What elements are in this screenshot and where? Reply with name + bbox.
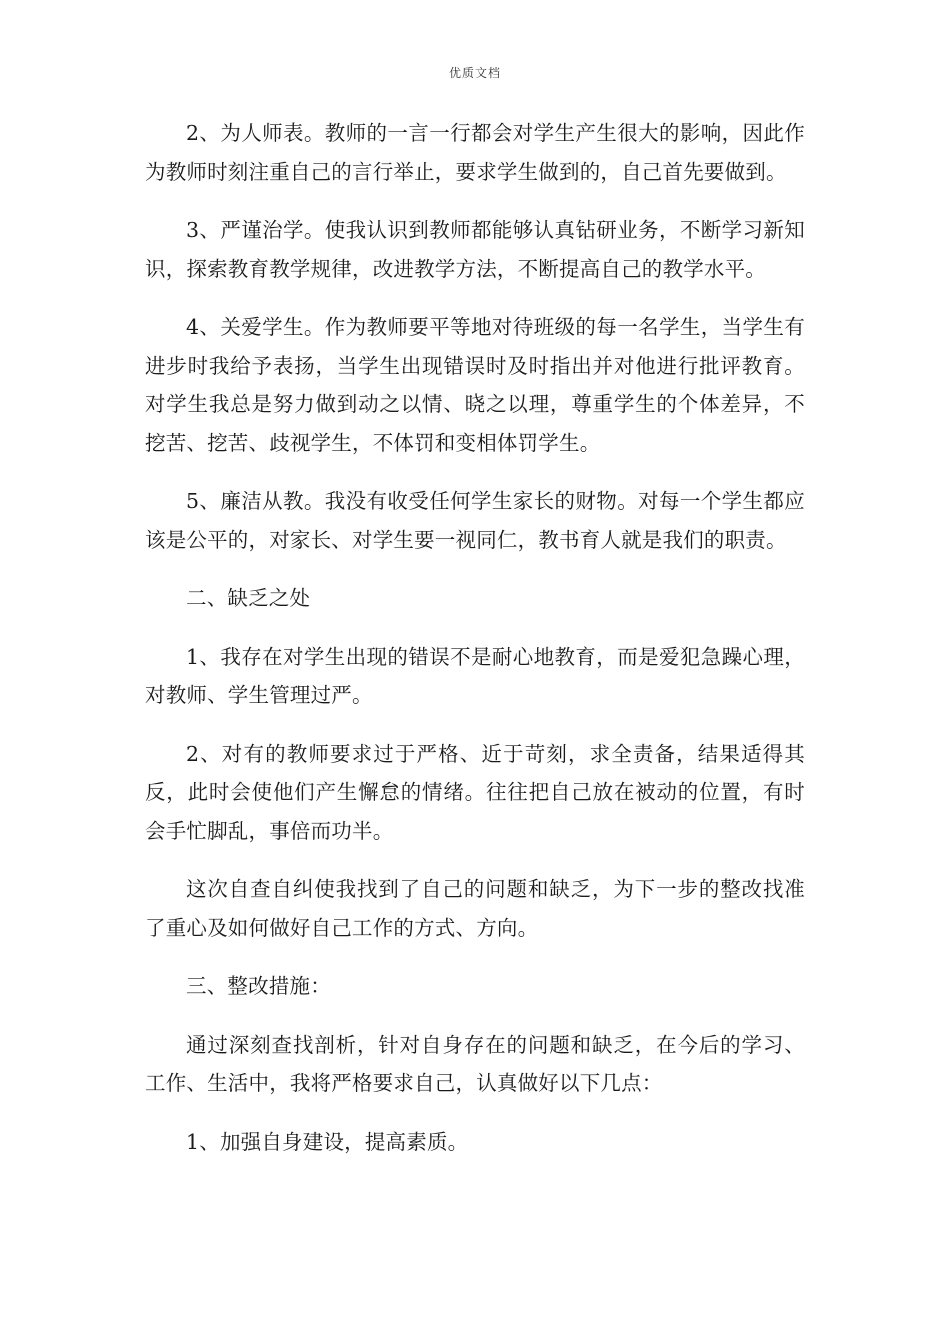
paragraph-rigorous-study: 3、严谨治学。使我认识到教师都能够认真钻研业务，不断学习新知识，探索教育教学规律，改进教学方法，不断提高自己的教学水平。 [145,218,805,281]
paragraph-self-review-summary: 这次自查自纠使我找到了自己的问题和缺乏，为下一步的整改找准了重心及如何做好自己工作的方式、方向。 [145,877,805,940]
paragraph-rectification-intro: 通过深刻查找剖析，针对自身存在的问题和缺乏，在今后的学习、工作、生活中，我将严格要求自己，认真做好以下几点： [145,1032,805,1095]
page-header: 优质文档 [448,66,501,80]
paragraph-integrity: 5、廉洁从教。我没有收受任何学生家长的财物。对每一个学生都应该是公平的，对家长、对学生要一视同仁，教书育人就是我们的职责。 [145,489,805,552]
section-heading-shortcomings: 二、缺乏之处 [186,586,311,610]
document-body [145,114,805,1181]
paragraph-shortcoming-1: 1、我存在对学生出现的错误不是耐心地教育，而是爱犯急躁心理，对教师、学生管理过严。 [145,644,805,707]
paragraph-shortcoming-2: 2、对有的教师要求过于严格、近于苛刻，求全责备，结果适得其反，此时会使他们产生懈怠的情绪。往往把自己放在被动的位置，有时会手忙脚乱，事倍而功半。 [145,741,805,843]
paragraph-care-students: 4、关爱学生。作为教师要平等地对待班级的每一名学生，当学生有进步时我给予表扬，当学生出现错误时及时指出并对他进行批评教育。对学生我总是努力做到动之以情、晓之以理，尊重学生的个体差异，不挖苦、挖苦、歧视学生，不体罚和变相体罚学生。 [145,315,805,455]
paragraph-measure-1: 1、加强自身建设，提高素质。 [186,1129,469,1154]
section-heading-rectification: 三、整改措施： [186,974,331,998]
paragraph-role-model: 2、为人师表。教师的一言一行都会对学生产生很大的影响，因此作为教师时刻注重自己的言行举止，要求学生做到的，自己首先要做到。 [145,121,805,184]
